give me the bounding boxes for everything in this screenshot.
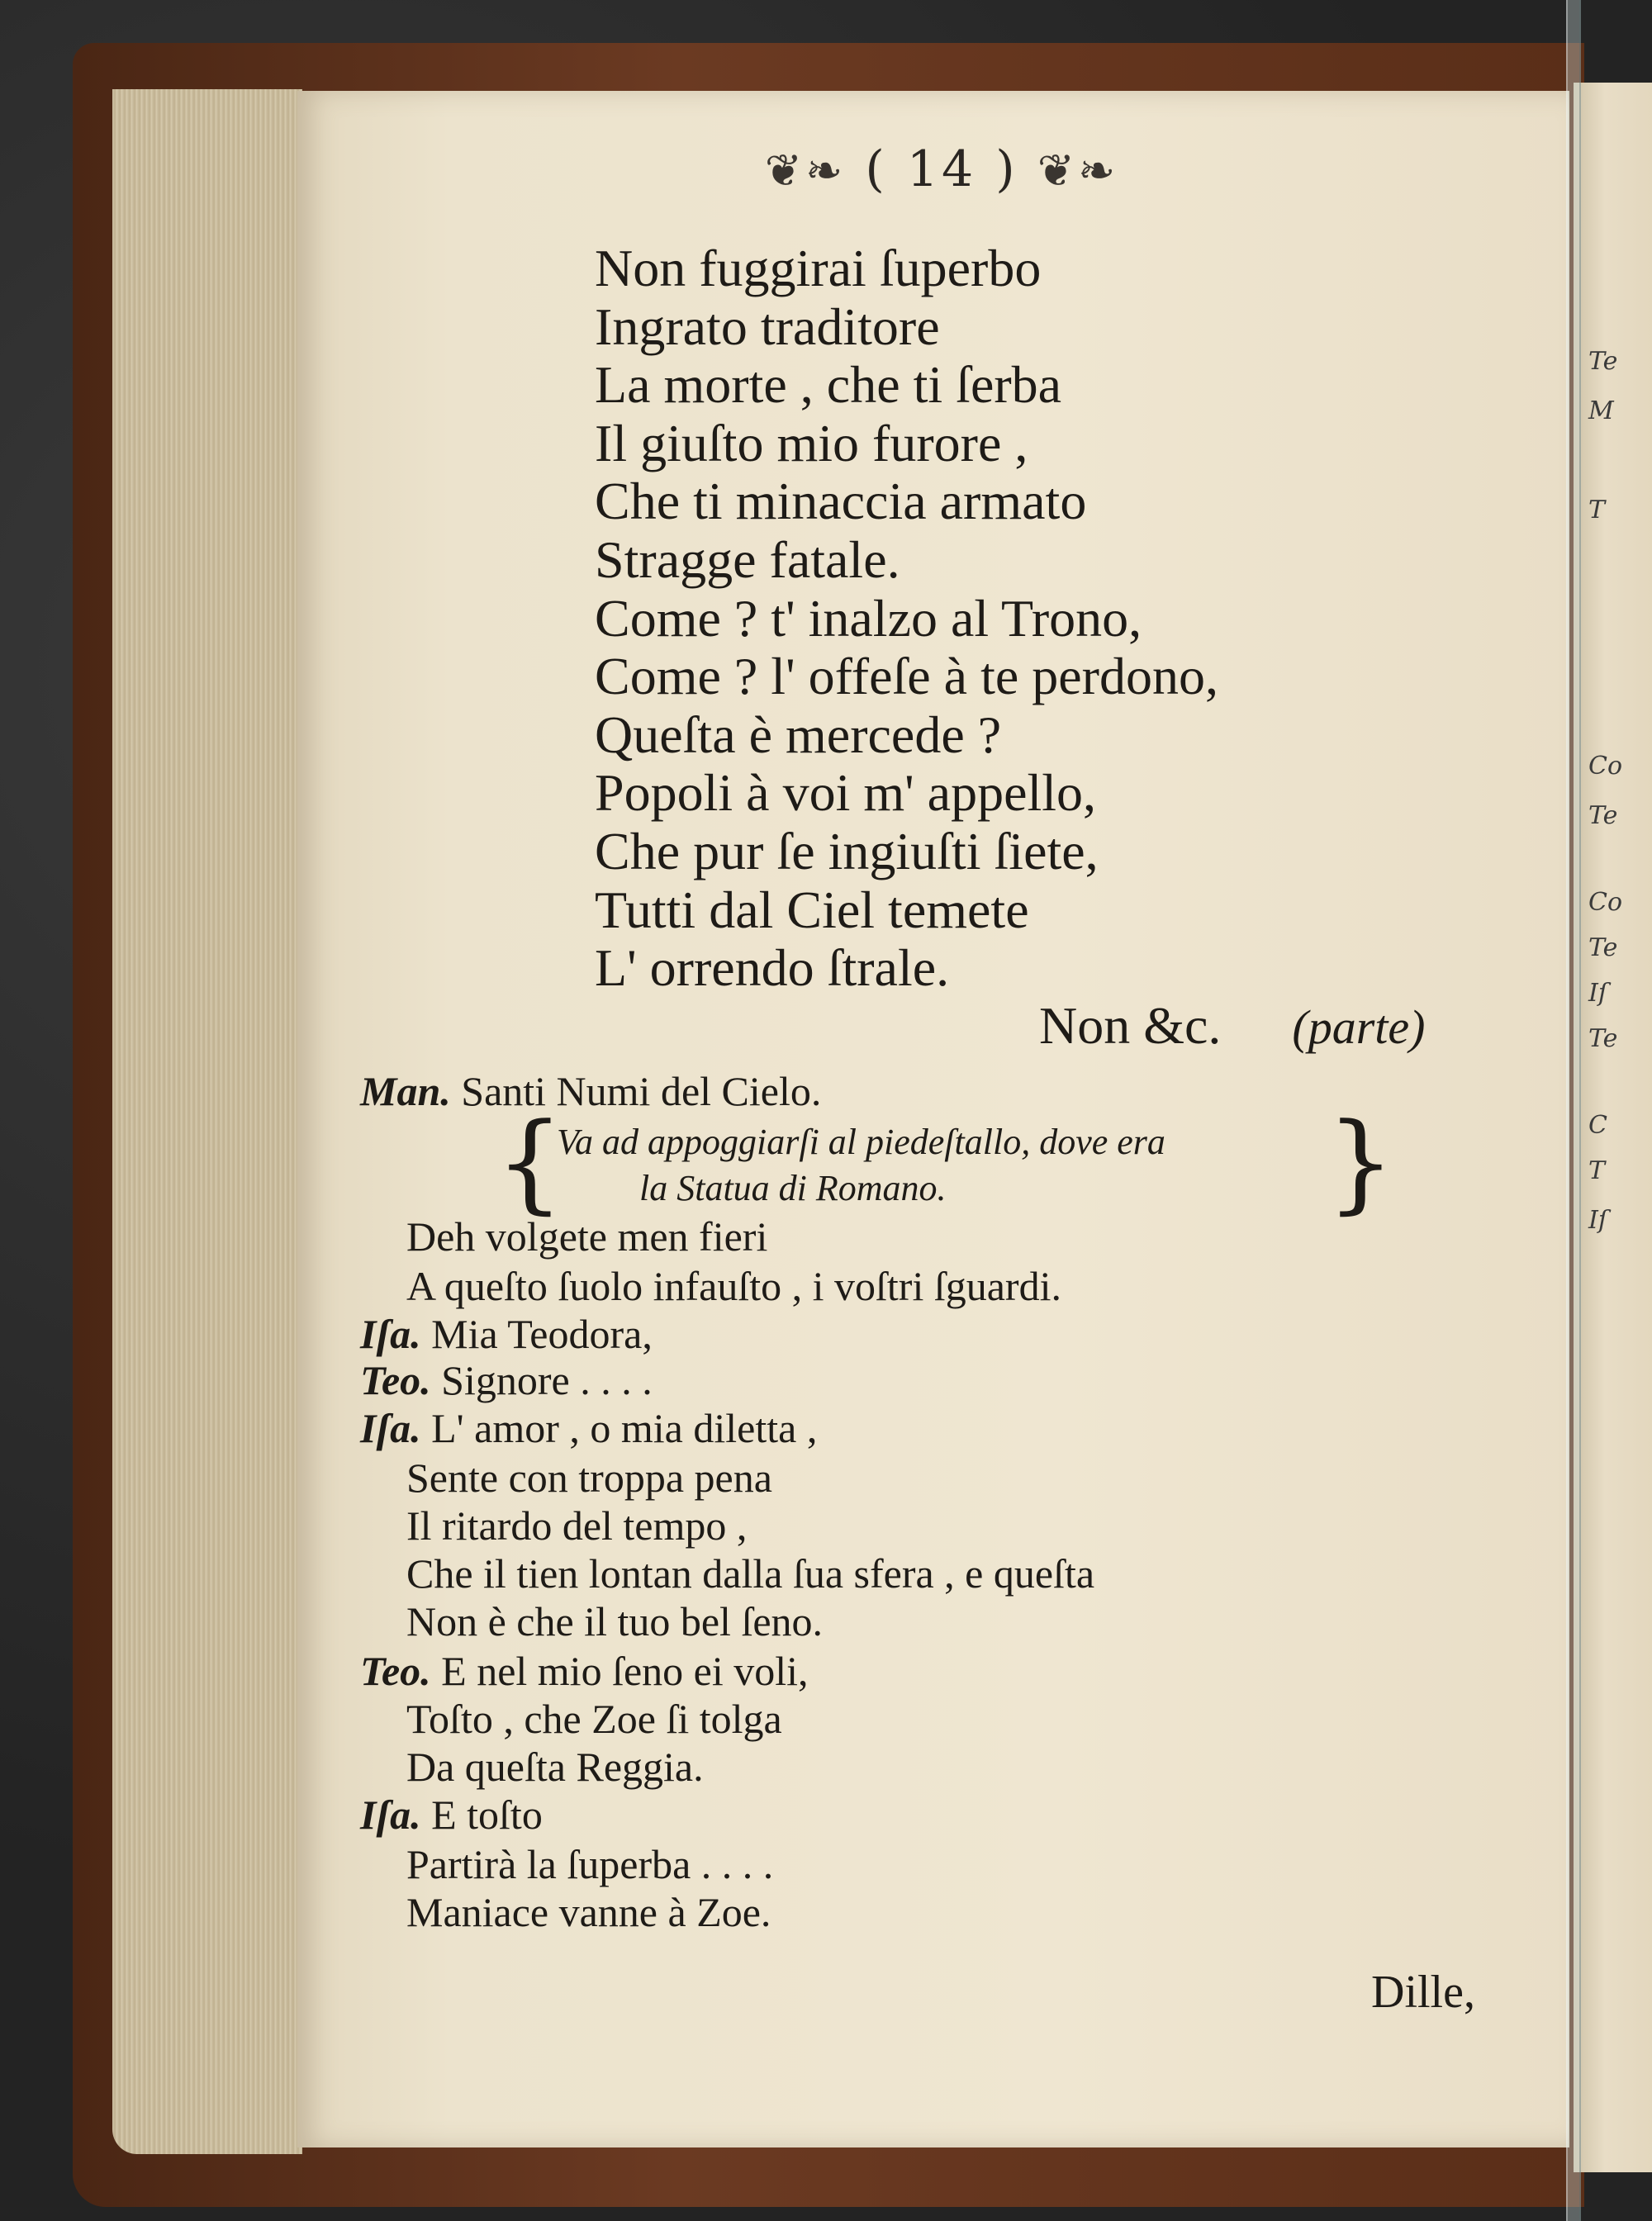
dialogue-text: E toſto	[431, 1792, 543, 1838]
dialogue-text: Deh volgete men fieri	[406, 1213, 768, 1260]
dialogue-line	[360, 1067, 821, 1115]
verse-line: Stragge fatale.	[595, 529, 900, 589]
next-page-fragment: Te	[1588, 933, 1618, 962]
refrain-line	[1039, 995, 1425, 1056]
next-page-fragment: Co	[1588, 752, 1623, 781]
verse-line: La morte , che ti ſerba	[595, 355, 1062, 415]
aria-verse	[595, 240, 1218, 998]
verse-line: Come ? l' offeſe à te perdono,	[595, 647, 1218, 706]
dialogue-line	[360, 1310, 653, 1358]
dialogue-line	[406, 1549, 1094, 1597]
verse-line: Tutti dal Ciel temete	[595, 880, 1029, 939]
dialogue-text: Sente con troppa pena	[406, 1455, 772, 1501]
ornament-left-icon: ❦❧	[764, 145, 847, 197]
glass-plate-edge	[1566, 0, 1581, 2221]
next-page-fragment: Te	[1588, 1024, 1618, 1053]
speaker-name: Man.	[360, 1068, 451, 1114]
dialogue-line	[406, 1262, 1061, 1310]
page-edges	[112, 89, 302, 2154]
catchword: Dille,	[1371, 1967, 1475, 2018]
stage-direction-line: Va ad appoggiarſi al piedeſtallo, dove era	[557, 1122, 1165, 1162]
speaker-name: Teo.	[360, 1357, 431, 1403]
next-page-fragment: Iſ	[1588, 979, 1607, 1008]
verse-line: Il giuſto mio furore ,	[595, 413, 1028, 472]
dialogue-text: Che il tien lontan dalla ſua sfera , e queſta	[406, 1550, 1095, 1597]
stage-exit: (parte)	[1292, 1000, 1426, 1054]
dialogue-line	[360, 1356, 653, 1404]
dialogue-text: E nel mio ſeno ei voli,	[441, 1648, 809, 1694]
dialogue-line	[406, 1695, 782, 1743]
page-header	[710, 140, 1173, 198]
next-page-edge	[1574, 83, 1652, 2172]
refrain-text: Non &c.	[1039, 996, 1222, 1055]
dialogue-text: Non è che il tuo bel ſeno.	[406, 1598, 824, 1644]
verse-line: Che pur ſe ingiuſti ſiete,	[595, 821, 1099, 880]
speaker-name: Iſa.	[360, 1405, 421, 1451]
dialogue-line	[360, 1647, 809, 1695]
dialogue-text: Il ritardo del tempo ,	[406, 1502, 748, 1549]
next-page-fragment: C	[1588, 1111, 1607, 1140]
next-page-fragment: Co	[1588, 888, 1623, 917]
speaker-name: Teo.	[360, 1648, 431, 1694]
next-page-fragment: M	[1588, 396, 1614, 425]
next-page-fragment: T	[1588, 496, 1606, 524]
verse-line: Queſta è mercede ?	[595, 705, 1002, 764]
ornament-right-icon: ❦❧	[1037, 145, 1119, 197]
dialogue-line	[360, 1404, 817, 1452]
stage-direction-line: la Statua di Romano.	[639, 1168, 947, 1208]
dialogue-text: A queſto ſuolo infauſto , i voſtri ſguardi.	[406, 1263, 1061, 1309]
brace-right-icon: }	[1327, 1099, 1395, 1225]
dialogue-line	[406, 1888, 771, 1936]
dialogue-text: Toſto , che Zoe ſi tolga	[406, 1696, 782, 1742]
dialogue-text: Partirà la ſuperba . . . .	[406, 1841, 774, 1887]
speaker-name: Iſa.	[360, 1792, 421, 1838]
dialogue-line	[406, 1840, 773, 1888]
dialogue-line	[360, 1791, 543, 1839]
dialogue-text: Signore . . . .	[441, 1357, 653, 1403]
next-page-fragment: T	[1588, 1156, 1606, 1185]
dialogue-text: Mia Teodora,	[431, 1311, 653, 1357]
page-number: ( 14 )	[865, 140, 1018, 198]
brace-left-icon: {	[496, 1099, 564, 1225]
dialogue-text: Da queſta Reggia.	[406, 1744, 704, 1790]
verse-line: Non fuggirai ſuperbo	[595, 239, 1042, 297]
dialogue-text: L' amor , o mia diletta ,	[431, 1405, 818, 1451]
speaker-name: Iſa.	[360, 1311, 421, 1357]
next-page-fragment: Te	[1588, 801, 1618, 830]
dialogue-text: Santi Numi del Cielo.	[461, 1068, 822, 1114]
dialogue-line	[406, 1454, 772, 1502]
next-page-fragment: Te	[1588, 347, 1618, 376]
next-page-fragment: Iſ	[1588, 1206, 1607, 1235]
verse-line: Ingrato traditore	[595, 297, 940, 356]
dialogue-text: Maniace vanne à Zoe.	[406, 1889, 771, 1935]
verse-line: Popoli à voi m' appello,	[595, 763, 1097, 823]
dialogue-line	[406, 1597, 823, 1645]
dialogue-line	[406, 1213, 767, 1260]
verse-line: Come ? t' inalzo al Trono,	[595, 588, 1142, 648]
stage-direction	[499, 1119, 1358, 1212]
verse-line: L' orrendo ſtrale.	[595, 938, 950, 998]
dialogue-line	[406, 1502, 747, 1549]
verse-line: Che ti minaccia armato	[595, 472, 1087, 531]
dialogue-line	[406, 1743, 704, 1791]
